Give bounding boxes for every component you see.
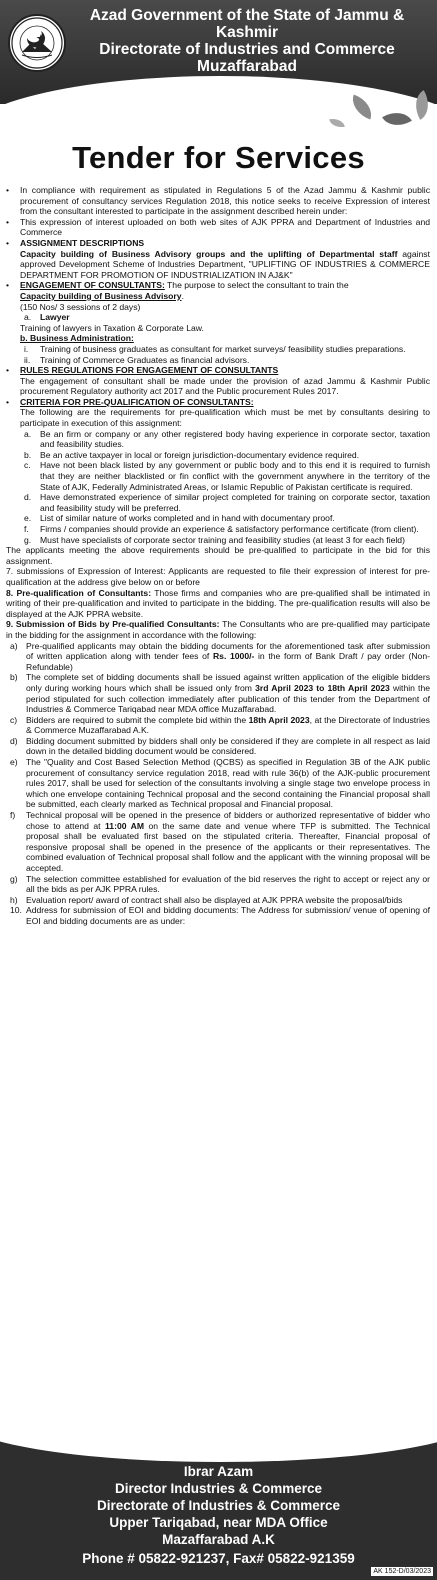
list-item: • This expression of interest uploaded on both web sites of AJK PPRA and Department of Industries and Commerce: [6, 216, 430, 238]
list-item: [6, 513, 430, 524]
list-marker: e.: [24, 513, 32, 524]
criteria-list: [6, 429, 430, 546]
header-line-3: Directorate of Industries and Commerce: [99, 41, 395, 58]
list-item: c) Bidders are required to submit the complete bid within the 18th April 2023, at the Directorate of Industries & Commerce Muzaffarabad A.K.: [10, 714, 430, 736]
list-item: [6, 344, 430, 355]
bullet-icon: •: [6, 216, 10, 227]
list-item: 10. Address for submission of EOI and bidding documents: The Address for submission/ venue of opening of EOI and bidding documents are as under:: [10, 905, 430, 926]
header-line-2: Kashmir: [215, 24, 279, 41]
page-title: Tender for Services: [72, 140, 365, 175]
bullet-icon: •: [6, 365, 10, 376]
list-item: [6, 238, 430, 249]
footer-curve: [0, 1418, 437, 1462]
list-item-text: Training of Commerce Graduates as financial advisors.: [40, 354, 250, 365]
bids-submission: 9. Submission of Bids by Pre-qualified Consultants: The Consultants who are pre-qualified may participate in the bidding for the assignment in accordance with the following:: [6, 619, 430, 640]
list-marker: c.: [24, 460, 31, 471]
list-item: [6, 535, 430, 546]
section-heading: CRITERIA FOR PRE-QUALIFICATION OF CONSULTANTS:: [20, 396, 254, 407]
list-item: [6, 397, 430, 408]
bullet-icon: •: [6, 396, 10, 407]
prequalification-note: 8. Pre-qualification of Consultants: Those firms and companies who are pre-qualified shall be intimated in writing of their pre-qualification and invited to participate in the bidding. The pre-qualification results will also be displayed at the AJK PPRA website.: [6, 587, 430, 619]
header-line-1: Azad Government of the State of Jammu &: [89, 7, 405, 24]
list-item-text: Be an firm or company or any other registered body having experience in corporate sector, taxation and feasibility studies.: [40, 428, 430, 450]
list-item: f) Technical proposal will be opened in the presence of bidders or authorized representative of bidder who chose to attend at 11:00 AM on the same date and venue where TFP is submitted. The Technical proposal shall be evaluated first based on the stipulated criteria. Thereafter, Financial proposal of responsive proposal shall be opened in the presence of the applicants or their representatives. The combined evaluation of Technical proposal shall follow and the applicant with the winning proposal will be accepted.: [10, 810, 430, 873]
section-heading: ENGAGEMENT OF CONSULTANTS:: [20, 280, 165, 291]
signatory-name: Ibrar Azam: [183, 1464, 254, 1479]
signatory-designation: Director Industries & Commerce: [114, 1481, 323, 1496]
criteria-text: The following are the requirements for pre-qualification which must be met by consultants desiring to participate in execution of this assignment:: [20, 407, 430, 429]
bullet-icon: •: [6, 280, 10, 291]
list-item-text: Have not been black listed by any government or public body and to this end it is required to furnish that they are neither blacklisted or fin conflict with the government anywhere in the territory of the State of AJK, Federally Administrated Areas, or Islamic Republic of Pakistan certificate is required.: [40, 460, 430, 492]
tender-body: [6, 185, 430, 927]
list-item: d) Bidding document submitted by bidders shall only be considered if they are complete in all respect as laid down in the detailed bidding document would be considered.: [10, 735, 430, 757]
office-address-1: Upper Tariqabad, near MDA Office: [109, 1515, 328, 1530]
list-item-text: List of similar nature of works completed and in hand with documentary proof.: [40, 513, 335, 524]
list-item: a. Lawyer: [24, 312, 70, 323]
list-marker: d.: [24, 492, 32, 503]
list-item-text: Firms / companies should provide an experience & satisfactory performance certificate (from client).: [40, 524, 419, 534]
list-item-text: Have demonstrated experience of similar project completed for training on corporate sector, taxation and feasibility study will be preferred.: [40, 492, 430, 513]
list-marker: i.: [24, 343, 29, 354]
header-banner: [0, 0, 437, 138]
engagement-detail: Capacity building of Business Advisory.: [20, 290, 184, 301]
section-heading: b. Business Administration:: [20, 333, 134, 344]
office-address-2: Mazaffarabad A.K: [162, 1532, 275, 1547]
list-item: [6, 460, 430, 492]
list-item: [6, 429, 430, 450]
list-item-text: Training of business graduates as consultant for market surveys/ feasibility studies preparations.: [40, 343, 406, 354]
bullet-icon: •: [6, 237, 10, 248]
list-item: e) The "Quality and Cost Based Selection Method (QCBS) as specified in Regulation 3B of the AJK public procurement of consultancy service regulation 2018, read with rule 36(b) of the AJK-public procurement rules 2017, shall be used for selection of the consultants involving a single stage two envelope process in which one envelope containing Technical proposal and the second containing the Financial proposal shall be submitted, each clearly marked as Technical proposal and Financial proposal.: [10, 757, 430, 810]
list-marker: f.: [24, 524, 29, 534]
rules-text: The engagement of consultant shall be made under the provision of azad Jammu & Kashmir Public procurement Regulatory authority act 2017 and the Public procurement Rules 2017.: [20, 375, 430, 397]
lawyer-training: Training of lawyers in Taxation & Corporate Law.: [20, 322, 204, 333]
list-marker: b.: [24, 449, 32, 460]
list-item: [6, 450, 430, 461]
government-seal-logo: [8, 14, 66, 72]
list-marker: a.: [24, 428, 32, 439]
assignment-description: Capacity building of Business Advisory groups and the uplifting of Departmental staff against approved Development Scheme of Industries Department, "UPLIFTING OF INDUSTRIES & COMMERCE DEPARTMENT FOR PROMOTION OF INDUSTRIALIZATION IN AJ&K": [20, 248, 430, 280]
list-item: [6, 355, 430, 366]
list-item: • In compliance with requirement as stipulated in Regulations 5 of the Azad Jammu & Kashmir public procurement of consultancy services Regulation 2018, this notice seeks to receive Expression of interest from the consultant interested to participate in the assignment described herein under:: [6, 185, 430, 217]
list-item-text: Be an active taxpayer in local or foreign jurisdiction-documentary evidence required.: [40, 449, 360, 460]
section-heading: ASSIGNMENT DESCRIPTIONS: [20, 237, 145, 248]
list-item: h) Evaluation report/ award of contract shall also be displayed at AJK PPRA website the proposal/bids: [10, 894, 403, 905]
header-line-4: Muzaffarabad: [197, 58, 297, 75]
contact-footer: [0, 1440, 437, 1580]
list-item: • ENGAGEMENT OF CONSULTANTS: The purpose to select the consultant to train the: [6, 280, 349, 291]
list-item-text: Must have specialists of corporate sector training and feasibility studies (at least 3 for each field): [40, 534, 405, 545]
contact-numbers: Phone # 05822-921237, Fax# 05822-921359: [82, 1551, 355, 1566]
applicants-note: The applicants meeting the above requirements should be pre-qualified to participate in the bid for this assignment.: [6, 545, 430, 566]
engagement-sessions: (150 Nos/ 3 sessions of 2 days): [20, 301, 141, 312]
ad-reference-code: AK 152-D/03/2023: [373, 1568, 431, 1575]
section-heading: RULES REGULATIONS FOR ENGAGEMENT OF CONSULTANTS: [20, 365, 279, 376]
list-marker: g.: [24, 534, 32, 545]
list-item: [6, 492, 430, 513]
list-item: [6, 365, 430, 376]
list-item: b) The complete set of bidding documents shall be issued against written application of the eligible bidders only during working hours which shall be issued only from 3rd April 2023 to 18th April 2023 within the period stipulated for such collection immediately after publication of this tender from the Department of Industries & Commerce Tariqabad near MDA office Muzaffarabad.: [10, 672, 430, 715]
bullet-icon: •: [6, 185, 10, 195]
business-admin-list: [6, 344, 430, 365]
list-marker: ii.: [24, 354, 31, 365]
eoi-submission: 7. submissions of Expression of Interest: Applicants are requested to file their expression of interest for pre-qualification at the address give below on or before: [6, 566, 430, 587]
list-item: [6, 524, 430, 535]
list-item: g) The selection committee established for evaluation of the bid reserves the right to accept or reject any or all the bids as per AJK PPRA rules.: [10, 873, 430, 895]
list-item: a) Pre-qualified applicants may obtain the bidding documents for the aforementioned task after submission of written application along with tender fees of Rs. 1000/- in the form of Bank Draft / pay order (Non-Refundable): [10, 640, 430, 672]
office-name: Directorate of Industries & Commerce: [96, 1498, 341, 1513]
